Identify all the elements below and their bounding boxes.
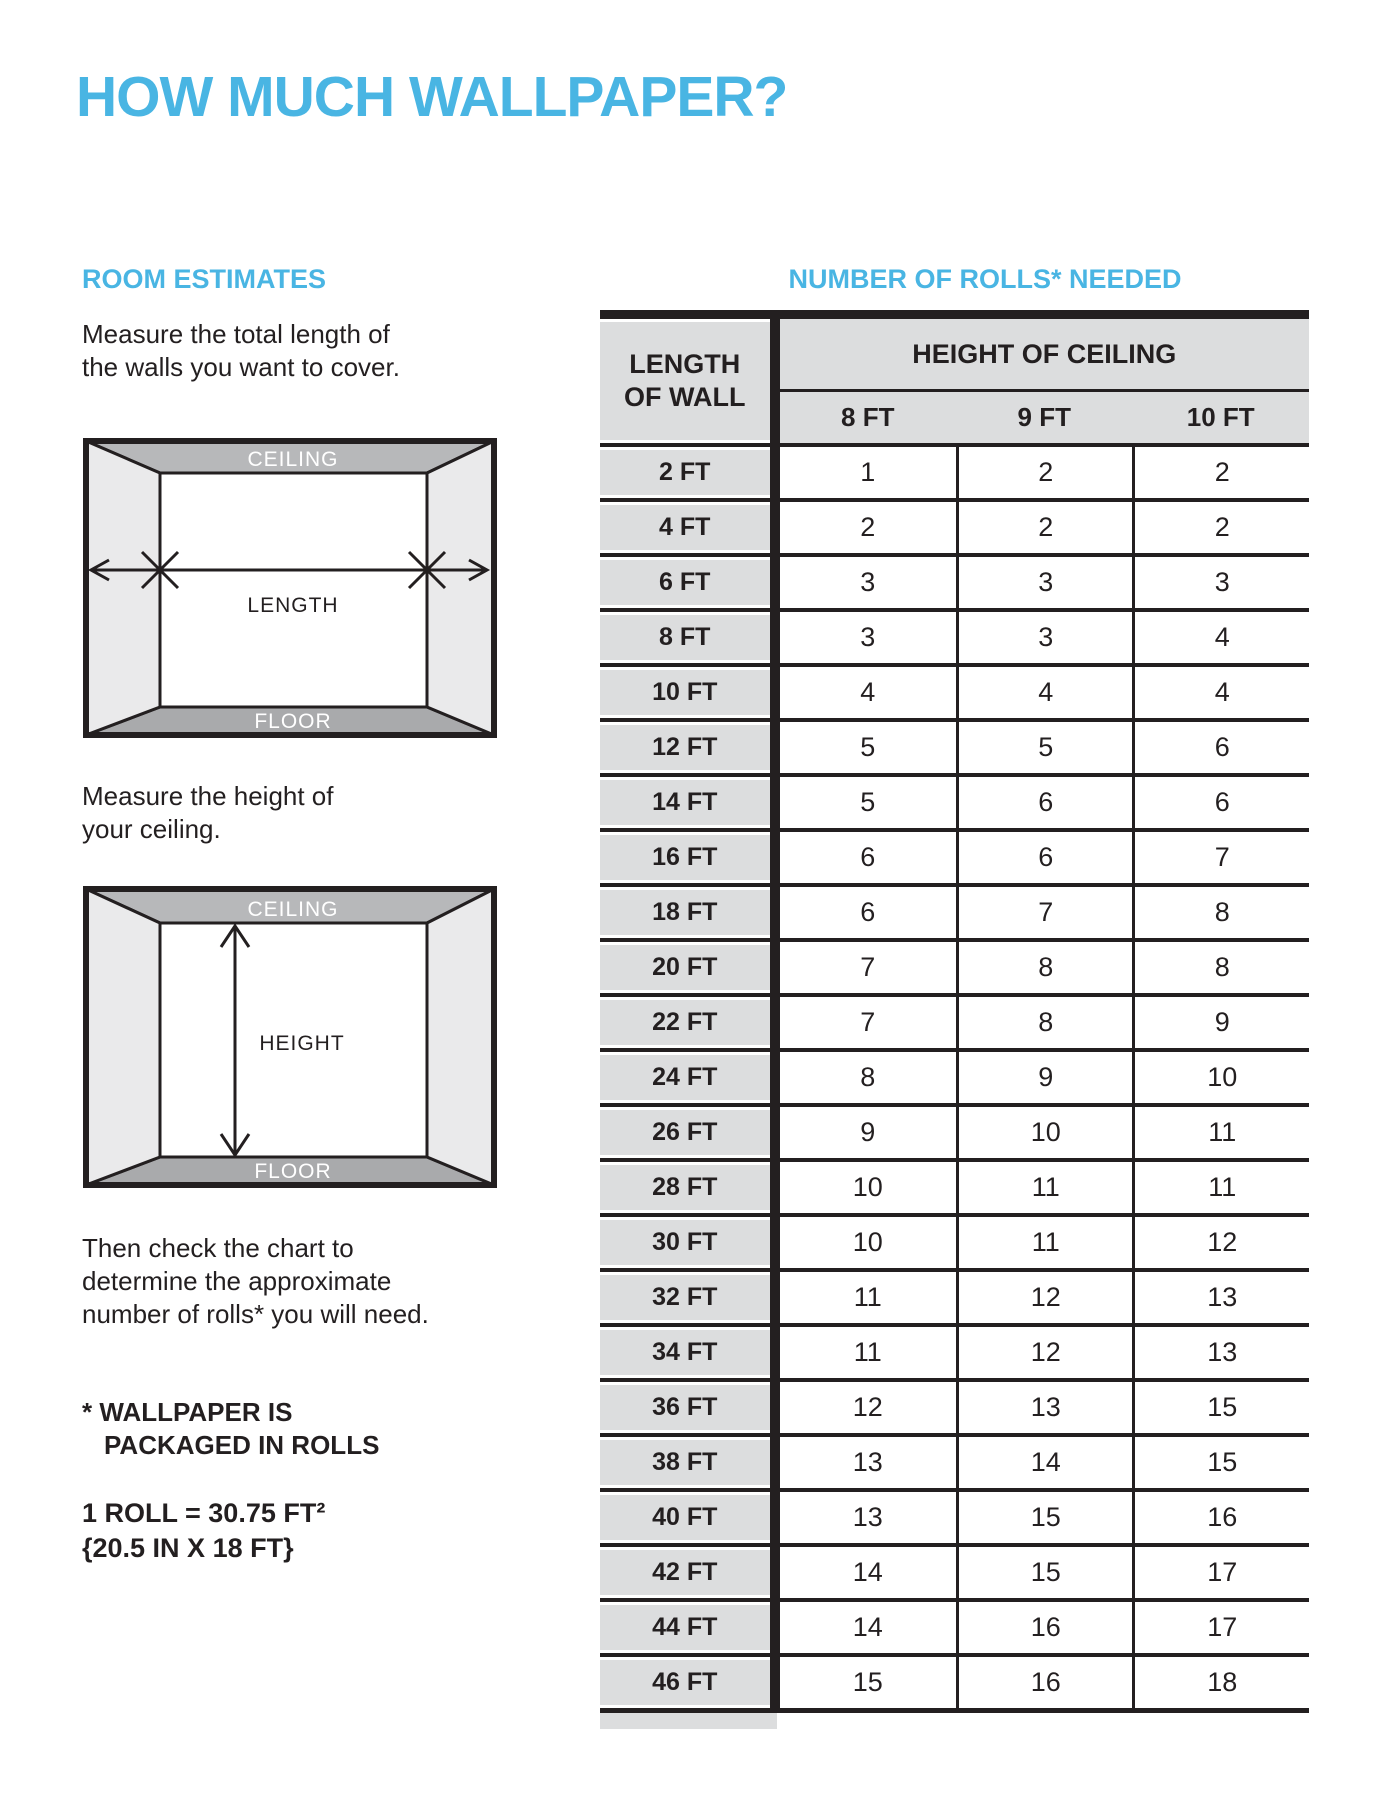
diagram1-ceiling-label: CEILING [247, 448, 339, 471]
rolls-value-10ft: 6 [1132, 777, 1309, 832]
row-length-label: 26 FT [600, 1107, 780, 1162]
row-length-label: 8 FT [600, 612, 780, 667]
rolls-value-8ft: 15 [780, 1657, 956, 1713]
instruction-step-2-line-2: your ceiling. [82, 814, 221, 844]
rolls-table-rows [600, 447, 1309, 1713]
rolls-value-9ft: 7 [956, 887, 1132, 942]
rolls-value-8ft: 8 [780, 1052, 956, 1107]
column-header-10ft: 10 FT [1132, 392, 1309, 447]
rolls-value-10ft: 3 [1132, 557, 1309, 612]
rolls-value-8ft: 1 [780, 447, 956, 502]
row-length-label: 34 FT [600, 1327, 780, 1382]
instruction-step-3 [82, 1232, 429, 1331]
rolls-value-8ft: 5 [780, 722, 956, 777]
rolls-value-9ft: 8 [956, 997, 1132, 1052]
rolls-value-9ft: 5 [956, 722, 1132, 777]
row-length-label: 10 FT [600, 667, 780, 722]
table-row [600, 1272, 1309, 1327]
roll-size-line-1: 1 ROLL = 30.75 FT² [82, 1498, 326, 1528]
rolls-value-9ft: 3 [956, 612, 1132, 667]
row-length-label: 16 FT [600, 832, 780, 887]
rolls-value-9ft: 14 [956, 1437, 1132, 1492]
rolls-value-8ft: 7 [780, 997, 956, 1052]
instruction-step-3-line-1: Then check the chart to [82, 1233, 354, 1263]
row-length-label: 46 FT [600, 1657, 780, 1713]
instruction-step-2-line-1: Measure the height of [82, 781, 334, 811]
rolls-value-10ft: 8 [1132, 942, 1309, 997]
table-row [600, 1492, 1309, 1547]
rolls-value-8ft: 6 [780, 832, 956, 887]
footnote-line-1: * WALLPAPER IS [82, 1397, 293, 1427]
diagram2-floor-label: FLOOR [254, 1160, 332, 1183]
rolls-value-9ft: 10 [956, 1107, 1132, 1162]
row-length-label: 32 FT [600, 1272, 780, 1327]
rolls-value-8ft: 14 [780, 1547, 956, 1602]
rolls-value-10ft: 13 [1132, 1327, 1309, 1382]
rolls-value-10ft: 17 [1132, 1547, 1309, 1602]
row-length-label: 18 FT [600, 887, 780, 942]
page-title: HOW MUCH WALLPAPER? [76, 65, 788, 129]
rolls-value-9ft: 6 [956, 777, 1132, 832]
rolls-value-8ft: 11 [780, 1272, 956, 1327]
rolls-value-10ft: 7 [1132, 832, 1309, 887]
diagram2-right-wall [427, 889, 494, 1185]
table-row [600, 887, 1309, 942]
rolls-value-8ft: 12 [780, 1382, 956, 1437]
row-length-label: 14 FT [600, 777, 780, 832]
rolls-value-8ft: 6 [780, 887, 956, 942]
table-row [600, 1052, 1309, 1107]
diagram2-height-label: HEIGHT [259, 1032, 345, 1055]
table-row [600, 557, 1309, 612]
instruction-step-1 [82, 318, 400, 384]
row-length-label: 36 FT [600, 1382, 780, 1437]
table-row [600, 1217, 1309, 1272]
length-of-wall-header-line-1: LENGTH [629, 349, 741, 379]
table-row [600, 997, 1309, 1052]
instruction-step-3-line-3: number of rolls* you will need. [82, 1299, 429, 1329]
rolls-value-8ft: 3 [780, 557, 956, 612]
rolls-value-8ft: 9 [780, 1107, 956, 1162]
rolls-value-10ft: 15 [1132, 1437, 1309, 1492]
rolls-value-9ft: 12 [956, 1272, 1132, 1327]
rolls-value-10ft: 18 [1132, 1657, 1309, 1713]
instruction-step-1-line-1: Measure the total length of [82, 319, 390, 349]
rolls-value-8ft: 2 [780, 502, 956, 557]
rolls-value-10ft: 10 [1132, 1052, 1309, 1107]
table-row [600, 1437, 1309, 1492]
diagram1-back-wall [160, 473, 427, 707]
rolls-value-9ft: 16 [956, 1657, 1132, 1713]
rolls-value-10ft: 4 [1132, 612, 1309, 667]
room-length-diagram [83, 438, 497, 738]
rolls-value-10ft: 17 [1132, 1602, 1309, 1657]
table-row [600, 612, 1309, 667]
rolls-value-9ft: 15 [956, 1492, 1132, 1547]
table-row [600, 447, 1309, 502]
section-heading-rolls-needed: NUMBER OF ROLLS* NEEDED [788, 264, 1182, 294]
rolls-value-10ft: 8 [1132, 887, 1309, 942]
rolls-value-8ft: 14 [780, 1602, 956, 1657]
diagram1-right-wall [427, 441, 494, 735]
diagram1-floor-label: FLOOR [254, 710, 332, 733]
rolls-value-9ft: 12 [956, 1327, 1132, 1382]
rolls-value-8ft: 10 [780, 1217, 956, 1272]
rolls-value-9ft: 2 [956, 502, 1132, 557]
rolls-value-9ft: 9 [956, 1052, 1132, 1107]
table-row [600, 722, 1309, 777]
diagram1-length-label: LENGTH [247, 594, 339, 617]
rolls-value-8ft: 11 [780, 1327, 956, 1382]
rolls-value-9ft: 15 [956, 1547, 1132, 1602]
rolls-value-9ft: 13 [956, 1382, 1132, 1437]
column-header-9ft: 9 FT [956, 392, 1132, 447]
rolls-value-8ft: 13 [780, 1437, 956, 1492]
rolls-value-10ft: 11 [1132, 1162, 1309, 1217]
rolls-value-10ft: 6 [1132, 722, 1309, 777]
rolls-value-10ft: 13 [1132, 1272, 1309, 1327]
height-of-ceiling-header: HEIGHT OF CEILING [780, 319, 1309, 392]
table-row [600, 1107, 1309, 1162]
rolls-needed-table [600, 310, 1309, 1713]
roll-size-line-2: {20.5 IN X 18 FT} [82, 1533, 294, 1563]
table-row [600, 832, 1309, 887]
rolls-value-9ft: 8 [956, 942, 1132, 997]
rolls-value-8ft: 13 [780, 1492, 956, 1547]
row-length-label: 2 FT [600, 447, 780, 502]
rolls-value-10ft: 11 [1132, 1107, 1309, 1162]
room-height-diagram [83, 886, 497, 1188]
instruction-step-1-line-2: the walls you want to cover. [82, 352, 400, 382]
diagram2-ceiling-label: CEILING [247, 898, 339, 921]
table-row [600, 1162, 1309, 1217]
rolls-value-9ft: 11 [956, 1217, 1132, 1272]
table-row [600, 1327, 1309, 1382]
diagram1-left-wall [86, 441, 160, 735]
row-length-label: 28 FT [600, 1162, 780, 1217]
row-length-label: 44 FT [600, 1602, 780, 1657]
rolls-value-10ft: 4 [1132, 667, 1309, 722]
rolls-value-10ft: 16 [1132, 1492, 1309, 1547]
row-length-label: 22 FT [600, 997, 780, 1052]
table-row [600, 1602, 1309, 1657]
rolls-value-10ft: 9 [1132, 997, 1309, 1052]
rolls-value-8ft: 7 [780, 942, 956, 997]
row-length-label: 20 FT [600, 942, 780, 997]
row-length-label: 24 FT [600, 1052, 780, 1107]
row-length-label: 38 FT [600, 1437, 780, 1492]
table-row [600, 1547, 1309, 1602]
rolls-value-10ft: 15 [1132, 1382, 1309, 1437]
row-length-label: 30 FT [600, 1217, 780, 1272]
rolls-value-9ft: 4 [956, 667, 1132, 722]
table-row [600, 777, 1309, 832]
roll-size-spec [82, 1496, 325, 1566]
rolls-value-9ft: 11 [956, 1162, 1132, 1217]
rolls-value-9ft: 16 [956, 1602, 1132, 1657]
row-length-label: 40 FT [600, 1492, 780, 1547]
table-row [600, 502, 1309, 557]
length-of-wall-header-line-2: OF WALL [624, 382, 746, 412]
rolls-value-9ft: 3 [956, 557, 1132, 612]
row-length-label: 6 FT [600, 557, 780, 612]
rolls-value-10ft: 2 [1132, 502, 1309, 557]
footnote-line-2: PACKAGED IN ROLLS [104, 1430, 380, 1460]
row-length-label: 42 FT [600, 1547, 780, 1602]
rolls-value-10ft: 2 [1132, 447, 1309, 502]
rolls-value-8ft: 4 [780, 667, 956, 722]
rolls-value-9ft: 6 [956, 832, 1132, 887]
rolls-value-8ft: 5 [780, 777, 956, 832]
row-length-label: 12 FT [600, 722, 780, 777]
instruction-step-2 [82, 780, 334, 846]
column-header-8ft: 8 FT [780, 392, 956, 447]
table-row [600, 1657, 1309, 1713]
rolls-value-8ft: 3 [780, 612, 956, 667]
table-row [600, 942, 1309, 997]
table-row [600, 1382, 1309, 1437]
length-of-wall-header [600, 319, 780, 447]
table-row [600, 667, 1309, 722]
wallpaper-rolls-footnote [82, 1396, 379, 1462]
table-left-column-tail [600, 1713, 777, 1729]
instruction-step-3-line-2: determine the approximate [82, 1266, 392, 1296]
rolls-value-8ft: 10 [780, 1162, 956, 1217]
row-length-label: 4 FT [600, 502, 780, 557]
rolls-value-9ft: 2 [956, 447, 1132, 502]
section-heading-room-estimates: ROOM ESTIMATES [82, 264, 327, 294]
diagram2-left-wall [86, 889, 160, 1185]
rolls-value-10ft: 12 [1132, 1217, 1309, 1272]
rolls-table-header [600, 319, 1309, 447]
